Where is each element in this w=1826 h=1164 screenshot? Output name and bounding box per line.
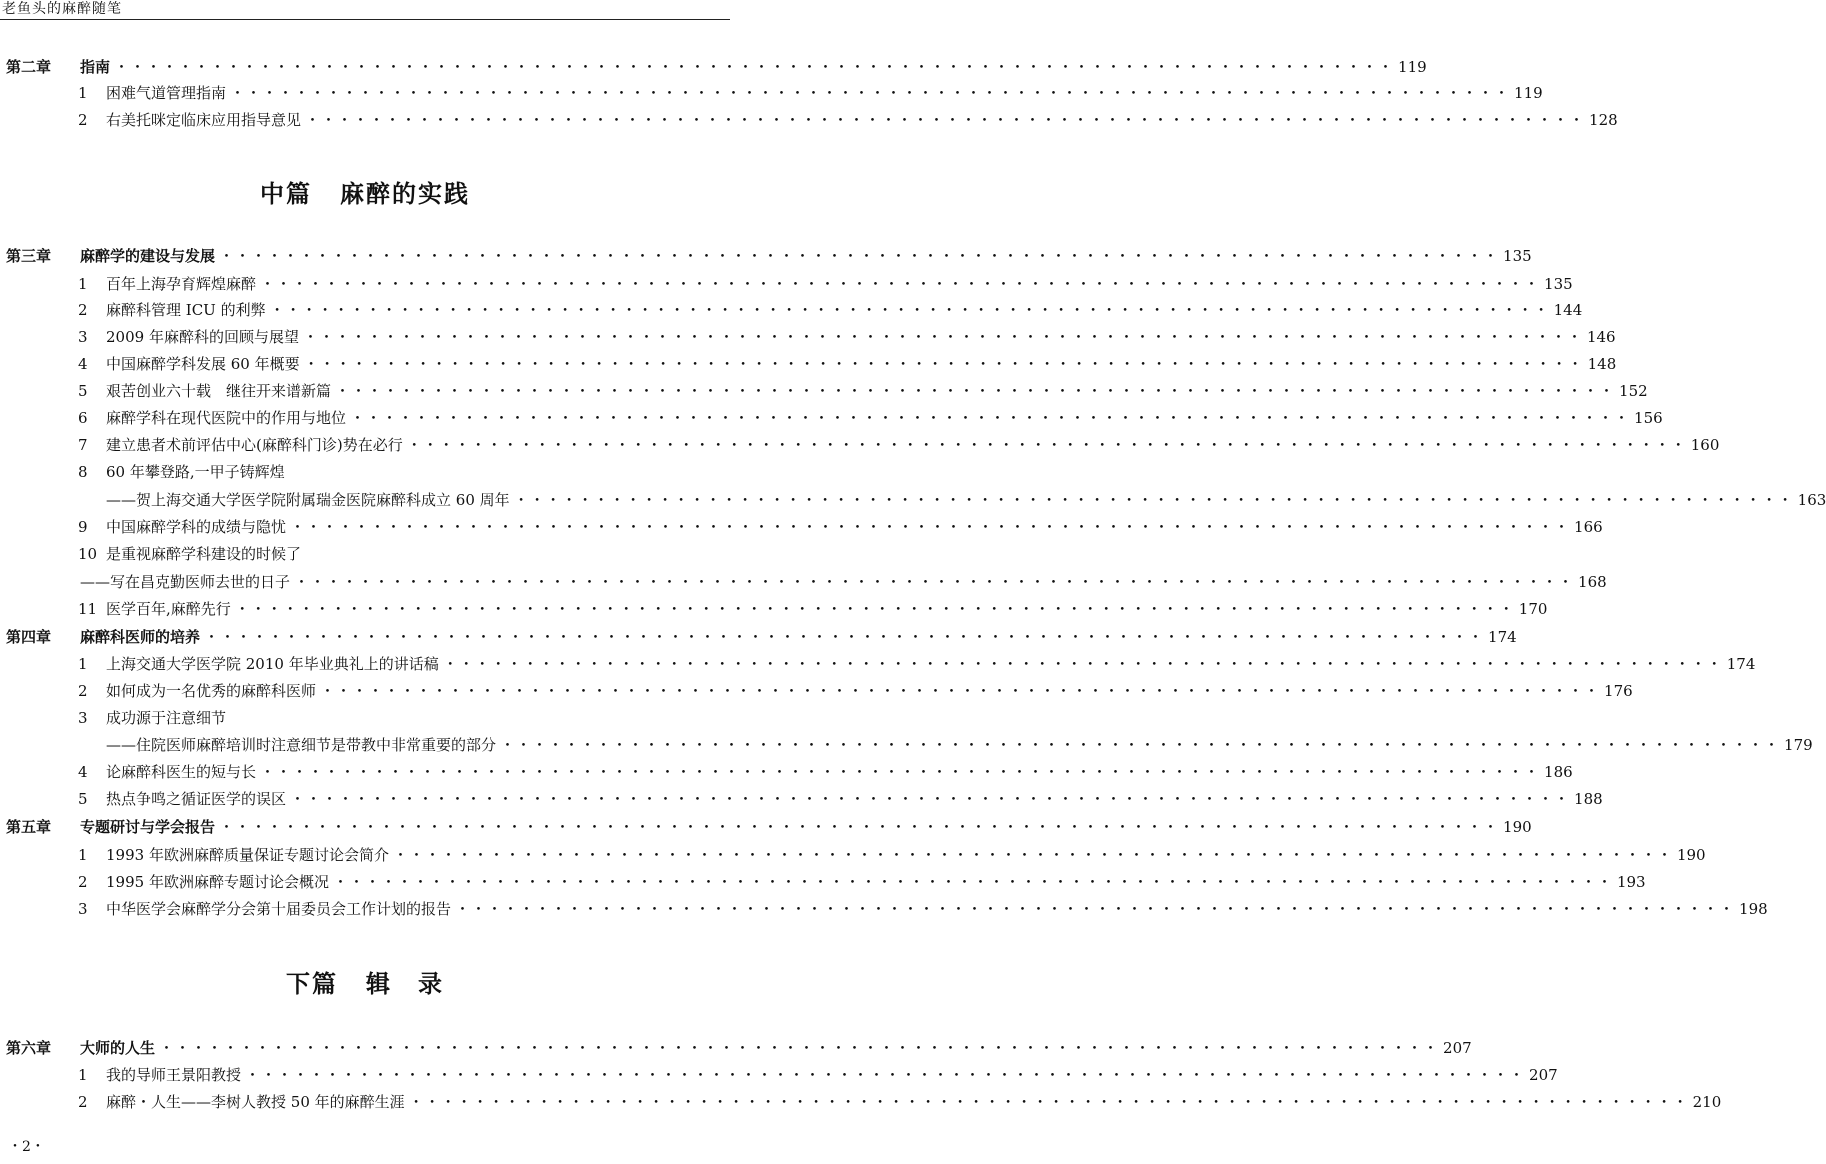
page-number-ref: 135	[1503, 247, 1532, 265]
entry-title: 2009 年麻醉科的回顾与展望	[106, 328, 299, 346]
dot-leader: ・・・・・・・・・・・・・・・・・・・・・・・・・・・・・・・・・・・・・・・・・・・・・・・・・・・・・・・・・・・・・・・・・・・・・・・・・・・・・・・・	[513, 491, 1794, 509]
page-number-ref: 186	[1544, 763, 1573, 781]
entry-title: 1993 年欧洲麻醉质量保证专题讨论会简介	[106, 846, 389, 864]
dot-leader: ・・・・・・・・・・・・・・・・・・・・・・・・・・・・・・・・・・・・・・・・・・・・・・・・・・・・・・・・・・・・・・・・・・・・・・・・・・・・・・・・	[455, 900, 1736, 918]
entry-number: 2	[78, 1093, 88, 1111]
page-number-ref: 174	[1488, 628, 1517, 646]
entry-number: 3	[78, 900, 88, 918]
dot-leader: ・・・・・・・・・・・・・・・・・・・・・・・・・・・・・・・・・・・・・・・・・・・・・・・・・・・・・・・・・・・・・・・・・・・・・・・・・・・・・・・・	[350, 409, 1631, 427]
dot-leader: ・・・・・・・・・・・・・・・・・・・・・・・・・・・・・・・・・・・・・・・・・・・・・・・・・・・・・・・・・・・・・・・・・・・・・・・・・・・・・・・・	[294, 573, 1575, 591]
dot-leader: ・・・・・・・・・・・・・・・・・・・・・・・・・・・・・・・・・・・・・・・・・・・・・・・・・・・・・・・・・・・・・・・・・・・・・・・・・・・・・・・・	[219, 247, 1500, 265]
dot-leader: ・・・・・・・・・・・・・・・・・・・・・・・・・・・・・・・・・・・・・・・・・・・・・・・・・・・・・・・・・・・・・・・・・・・・・・・・・・・・・・・・	[320, 682, 1601, 700]
toc-chapter-row	[0, 244, 1532, 268]
dot-leader: ・・・・・・・・・・・・・・・・・・・・・・・・・・・・・・・・・・・・・・・・・・・・・・・・・・・・・・・・・・・・・・・・・・・・・・・・・・・・・・・・	[230, 84, 1511, 102]
entry-number: 7	[78, 436, 88, 454]
toc-entry-row	[0, 272, 1573, 296]
chapter-label: 第四章	[6, 628, 52, 646]
toc-entry-row	[0, 325, 1616, 349]
dot-leader: ・・・・・・・・・・・・・・・・・・・・・・・・・・・・・・・・・・・・・・・・・・・・・・・・・・・・・・・・・・・・・・・・・・・・・・・・・・・・・・・・	[442, 655, 1723, 673]
entry-number: 3	[78, 709, 88, 727]
page-number-ref: 148	[1587, 355, 1617, 373]
toc-entry-row	[0, 760, 1573, 784]
dot-leader: ・・・・・・・・・・・・・・・・・・・・・・・・・・・・・・・・・・・・・・・・・・・・・・・・・・・・・・・・・・・・・・・・・・・・・・・・・・・・・・・・	[500, 736, 1781, 754]
entry-title: 麻醉学的建设与发展	[80, 247, 216, 265]
entry-title: 专题研讨与学会报告	[80, 818, 216, 836]
entry-number: 8	[78, 463, 88, 481]
dot-leader: ・・・・・・・・・・・・・・・・・・・・・・・・・・・・・・・・・・・・・・・・・・・・・・・・・・・・・・・・・・・・・・・・・・・・・・・・・・・・・・・・	[260, 275, 1541, 293]
entry-number: 10	[78, 545, 98, 563]
dot-leader: ・・・・・・・・・・・・・・・・・・・・・・・・・・・・・・・・・・・・・・・・・・・・・・・・・・・・・・・・・・・・・・・・・・・・・・・・・・・・・・・・	[204, 628, 1485, 646]
toc-entry-row	[0, 870, 1646, 894]
entry-title: 论麻醉科医生的短与长	[106, 763, 257, 781]
entry-title: 大师的人生	[80, 1039, 156, 1057]
dot-leader: ・・・・・・・・・・・・・・・・・・・・・・・・・・・・・・・・・・・・・・・・・・・・・・・・・・・・・・・・・・・・・・・・・・・・・・・・・・・・・・・・	[245, 1066, 1526, 1084]
chapter-label: 第六章	[6, 1039, 52, 1057]
page-number-ref: 210	[1692, 1093, 1722, 1111]
dot-leader: ・・・・・・・・・・・・・・・・・・・・・・・・・・・・・・・・・・・・・・・・・・・・・・・・・・・・・・・・・・・・・・・・・・・・・・・・・・・・・・・・	[408, 1093, 1689, 1111]
toc-entry-row	[0, 706, 722, 730]
page-number-ref: 168	[1578, 573, 1607, 591]
entry-number: 3	[78, 328, 88, 346]
page-number-ref: 188	[1574, 790, 1603, 808]
toc-entry-row	[0, 515, 1603, 539]
entry-number: 1	[78, 1066, 88, 1084]
entry-title: 医学百年,麻醉先行	[106, 600, 231, 618]
entry-number: 2	[78, 682, 88, 700]
toc-entry-row	[0, 787, 1603, 811]
dot-leader: ・・・・・・・・・・・・・・・・・・・・・・・・・・・・・・・・・・・・・・・・・・・・・・・・・・・・・・・・・・・・・・・・・・・・・・・・・・・・・・・・	[392, 846, 1673, 864]
page-number-ref: 135	[1544, 275, 1573, 293]
chapter-label: 第二章	[6, 58, 52, 76]
entry-title: 我的导师王景阳教授	[106, 1066, 242, 1084]
toc-entry-row	[0, 488, 1826, 512]
header-rule	[0, 19, 730, 20]
dot-leader: ・・・・・・・・・・・・・・・・・・・・・・・・・・・・・・・・・・・・・・・・・・・・・・・・・・・・・・・・・・・・・・・・・・・・・・・・・・・・・・・・	[335, 382, 1616, 400]
page-number-ref: 144	[1553, 301, 1583, 319]
entry-title: 是重视麻醉学科建设的时候了	[106, 545, 302, 563]
page-number-ref: 176	[1604, 682, 1633, 700]
dot-leader: ・・・・・・・・・・・・・・・・・・・・・・・・・・・・・・・・・・・・・・・・・・・・・・・・・・・・・・・・・・・・・・・・・・・・・・・・・・・・・・・・	[302, 328, 1583, 346]
page-number: ・2・	[8, 1139, 45, 1155]
entry-title: 困难气道管理指南	[106, 84, 227, 102]
toc-chapter-row	[0, 815, 1532, 839]
entry-title: 如何成为一名优秀的麻醉科医师	[106, 682, 317, 700]
entry-title: 右美托咪定临床应用指导意见	[106, 111, 302, 129]
toc-entry-row	[0, 570, 1607, 594]
toc-entry-row	[0, 298, 1583, 322]
toc-entry-row	[0, 81, 1543, 105]
toc-entry-row	[0, 597, 1548, 621]
dot-leader: ・・・・・・・・・・・・・・・・・・・・・・・・・・・・・・・・・・・・・・・・・・・・・・・・・・・・・・・・・・・・・・・・・・・・・・・・・・・・・・・・	[114, 58, 1395, 76]
page-number-ref: 170	[1518, 600, 1548, 618]
entry-title: ——贺上海交通大学医学院附属瑞金医院麻醉科成立 60 周年	[106, 491, 510, 509]
toc-chapter-row	[0, 1036, 1472, 1060]
page-number-ref: 160	[1690, 436, 1720, 454]
page-number-ref: 193	[1616, 873, 1646, 891]
entry-number: 4	[78, 355, 88, 373]
entry-number: 2	[78, 301, 88, 319]
toc-entry-row	[0, 379, 1648, 403]
page-number-ref: 174	[1726, 655, 1756, 673]
entry-title: 60 年攀登路,一甲子铸辉煌	[106, 463, 285, 481]
dot-leader: ・・・・・・・・・・・・・・・・・・・・・・・・・・・・・・・・・・・・・・・・・・・・・・・・・・・・・・・・・・・・・・・・・・・・・・・・・・・・・・・・	[260, 763, 1541, 781]
entry-number: 2	[78, 873, 88, 891]
dot-leader: ・・・・・・・・・・・・・・・・・・・・・・・・・・・・・・・・・・・・・・・・・・・・・・・・・・・・・・・・・・・・・・・・・・・・・・・・・・・・・・・・	[406, 436, 1687, 454]
page-number-ref: 119	[1398, 58, 1427, 76]
dot-leader: ・・・・・・・・・・・・・・・・・・・・・・・・・・・・・・・・・・・・・・・・・・・・・・・・・・・・・・・・・・・・・・・・・・・・・・・・・・・・・・・・	[303, 355, 1584, 373]
entry-number: 1	[78, 655, 88, 673]
page-number-ref: 152	[1619, 382, 1648, 400]
entry-number: 1	[78, 846, 88, 864]
page-number-ref: 207	[1529, 1066, 1558, 1084]
entry-title: 麻醉学科在现代医院中的作用与地位	[106, 409, 347, 427]
entry-title: 中华医学会麻醉学分会第十届委员会工作计划的报告	[106, 900, 452, 918]
dot-leader: ・・・・・・・・・・・・・・・・・・・・・・・・・・・・・・・・・・・・・・・・・・・・・・・・・・・・・・・・・・・・・・・・・・・・・・・・・・・・・・・・	[269, 301, 1550, 319]
toc-entry-row	[0, 733, 1813, 757]
section-heading-middle	[0, 174, 730, 209]
toc-entry-row	[0, 897, 1768, 921]
toc-entry-row	[0, 1090, 1722, 1114]
entry-title: 艰苦创业六十载 继往开来谱新篇	[106, 382, 332, 400]
running-head: 老鱼头的麻醉随笔	[2, 1, 122, 17]
toc-chapter-row	[0, 625, 1517, 649]
section-heading-title: 辑 录	[366, 970, 444, 998]
entry-number: 1	[78, 84, 88, 102]
entry-number: 6	[78, 409, 88, 427]
entry-title: 热点争鸣之循证医学的误区	[106, 790, 287, 808]
entry-number: 5	[78, 790, 88, 808]
entry-number: 5	[78, 382, 88, 400]
entry-title: 麻醉科医师的培养	[80, 628, 201, 646]
entry-title: 成功源于注意细节	[106, 709, 227, 727]
section-heading-part: 中篇	[260, 180, 312, 208]
dot-leader: ・・・・・・・・・・・・・・・・・・・・・・・・・・・・・・・・・・・・・・・・・・・・・・・・・・・・・・・・・・・・・・・・・・・・・・・・・・・・・・・・	[159, 1039, 1440, 1057]
toc-entry-row	[0, 652, 1756, 676]
chapter-label: 第五章	[6, 818, 52, 836]
toc-chapter-row	[0, 55, 1427, 79]
page-number-ref: 198	[1739, 900, 1768, 918]
page-number-ref: 156	[1634, 409, 1663, 427]
entry-title: 1995 年欧洲麻醉专题讨论会概况	[106, 873, 329, 891]
entry-number: 4	[78, 763, 88, 781]
chapter-label: 第三章	[6, 247, 52, 265]
dot-leader: ・・・・・・・・・・・・・・・・・・・・・・・・・・・・・・・・・・・・・・・・・・・・・・・・・・・・・・・・・・・・・・・・・・・・・・・・・・・・・・・・	[290, 790, 1571, 808]
entry-title: ——住院医师麻醉培训时注意细节是带教中非常重要的部分	[106, 736, 497, 754]
dot-leader: ・・・・・・・・・・・・・・・・・・・・・・・・・・・・・・・・・・・・・・・・・・・・・・・・・・・・・・・・・・・・・・・・・・・・・・・・・・・・・・・・	[234, 600, 1515, 618]
page-number-ref: 146	[1586, 328, 1616, 346]
entry-number: 11	[78, 600, 98, 618]
page-number-ref: 128	[1589, 111, 1618, 129]
entry-number: 9	[78, 518, 88, 536]
entry-title: 建立患者术前评估中心(麻醉科门诊)势在必行	[106, 436, 403, 454]
entry-number: 2	[78, 111, 88, 129]
section-heading-part: 下篇	[286, 970, 338, 998]
toc-entry-row	[0, 352, 1617, 376]
toc-entry-row	[0, 542, 722, 566]
toc-entry-row	[0, 843, 1706, 867]
dot-leader: ・・・・・・・・・・・・・・・・・・・・・・・・・・・・・・・・・・・・・・・・・・・・・・・・・・・・・・・・・・・・・・・・・・・・・・・・・・・・・・・・	[305, 111, 1586, 129]
dot-leader: ・・・・・・・・・・・・・・・・・・・・・・・・・・・・・・・・・・・・・・・・・・・・・・・・・・・・・・・・・・・・・・・・・・・・・・・・・・・・・・・・	[332, 873, 1613, 891]
toc-entry-row	[0, 460, 722, 484]
page-number-ref: 190	[1503, 818, 1532, 836]
section-heading-lower	[0, 964, 730, 999]
entry-title: ——写在昌克勤医师去世的日子	[80, 573, 291, 591]
entry-number: 1	[78, 275, 88, 293]
toc-entry-row	[0, 433, 1720, 457]
page-number-ref: 190	[1676, 846, 1706, 864]
entry-title: 指南	[80, 58, 111, 76]
entry-title: 中国麻醉学科发展 60 年概要	[106, 355, 300, 373]
entry-title: 百年上海孕育辉煌麻醉	[106, 275, 257, 293]
dot-leader: ・・・・・・・・・・・・・・・・・・・・・・・・・・・・・・・・・・・・・・・・・・・・・・・・・・・・・・・・・・・・・・・・・・・・・・・・・・・・・・・・	[219, 818, 1500, 836]
toc-entry-row	[0, 679, 1633, 703]
page-number-ref: 207	[1443, 1039, 1472, 1057]
entry-title: 上海交通大学医学院 2010 年毕业典礼上的讲话稿	[106, 655, 439, 673]
dot-leader: ・・・・・・・・・・・・・・・・・・・・・・・・・・・・・・・・・・・・・・・・・・・・・・・・・・・・・・・・・・・・・・・・・・・・・・・・・・・・・・・・	[290, 518, 1571, 536]
page-number-ref: 119	[1514, 84, 1543, 102]
entry-title: 麻醉・人生——李树人教授 50 年的麻醉生涯	[106, 1093, 405, 1111]
page-number-ref: 163	[1797, 491, 1826, 509]
toc-entry-row	[0, 108, 1618, 132]
section-heading-title: 麻醉的实践	[340, 180, 470, 208]
toc-entry-row	[0, 406, 1663, 430]
toc-entry-row	[0, 1063, 1558, 1087]
entry-title: 麻醉科管理 ICU 的利弊	[106, 301, 266, 319]
entry-title: 中国麻醉学科的成绩与隐忧	[106, 518, 287, 536]
page-number-ref: 179	[1784, 736, 1813, 754]
page-number-ref: 166	[1574, 518, 1603, 536]
